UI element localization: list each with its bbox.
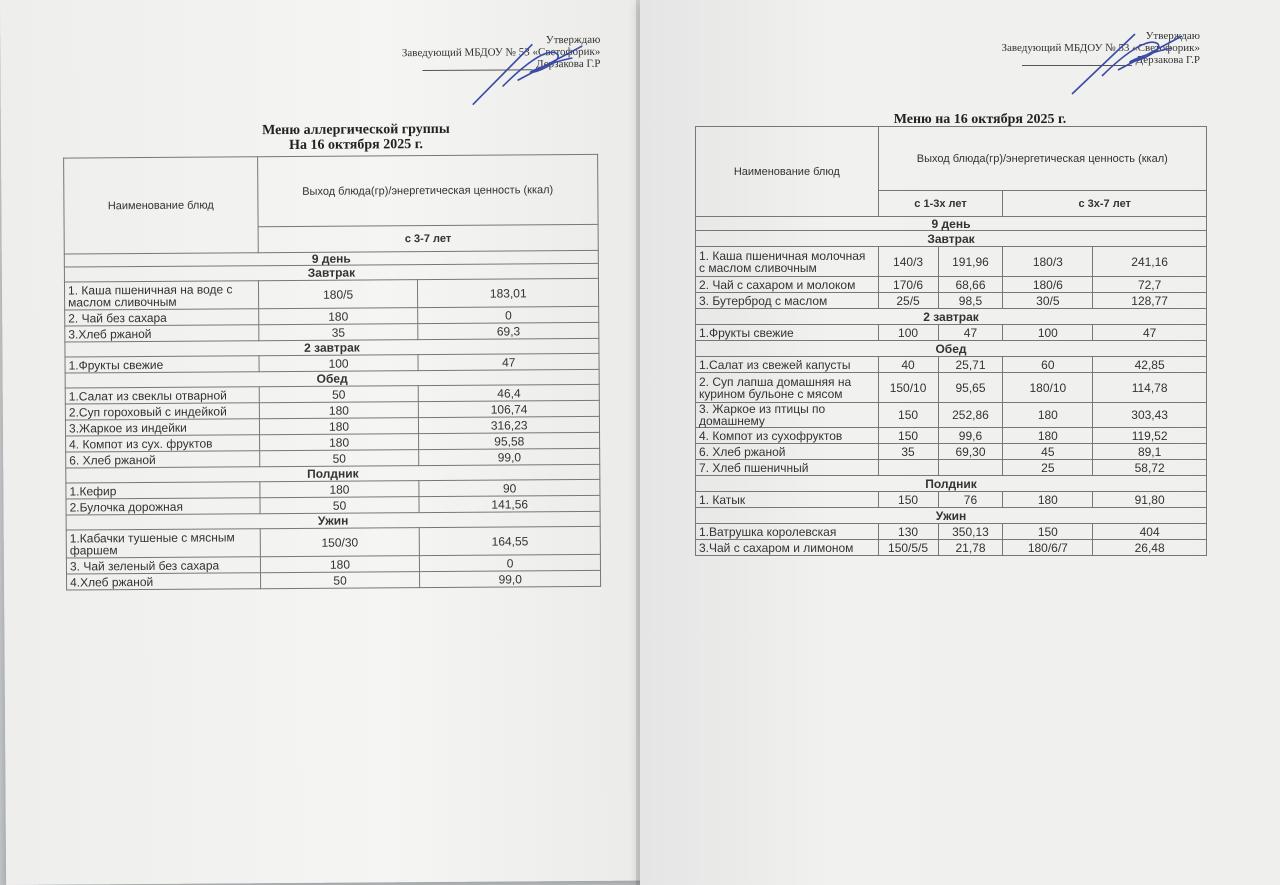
dish-kcal-1-3: 95,65: [938, 373, 1003, 403]
section-title: 2 завтрак: [696, 309, 1207, 325]
approve-label: Утверждаю: [545, 33, 601, 47]
approver-position: Заведующий МБДОУ № 53 «Светофорик»: [401, 45, 601, 60]
menu-row: [66, 526, 600, 558]
section-row: [696, 508, 1207, 524]
dish-yield-3-7: 180/6: [1003, 277, 1093, 293]
column-header-age: с 3-7 лет: [258, 224, 598, 252]
left-title: [61, 120, 646, 154]
dish-yield: 35: [258, 324, 418, 341]
dish-kcal: 106,74: [419, 400, 600, 417]
dish-kcal: 141,56: [419, 495, 600, 512]
dish-kcal-1-3: 191,96: [938, 247, 1003, 277]
column-header-yield: Выход блюда(гр)/энергетическая ценность (ккал): [257, 154, 598, 226]
dish-kcal-3-7: 89,1: [1093, 444, 1207, 460]
signature-scribble: [1060, 28, 1190, 98]
dish-name: 1.Салат из свеклы отварной: [65, 387, 259, 404]
dish-name: 3.Чай с сахаром и лимоном: [696, 540, 879, 556]
column-header-age-3-7: с 3х-7 лет: [1003, 191, 1207, 217]
dish-kcal-3-7: 119,52: [1093, 428, 1207, 444]
dish-name: 3. Жаркое из птицы по домашнему: [696, 403, 879, 428]
menu-row: [696, 357, 1207, 373]
dish-name: 2. Чай без сахара: [65, 309, 259, 326]
dish-yield-1-3: 100: [878, 325, 938, 341]
section-title: Полдник: [696, 476, 1207, 492]
dish-yield-1-3: 150/10: [878, 373, 938, 403]
dish-yield: 50: [260, 497, 420, 514]
dish-kcal: 69,3: [418, 322, 599, 339]
dish-yield: 180: [260, 481, 420, 498]
approve-label: Утверждаю: [1145, 30, 1200, 42]
dish-yield-3-7: 45: [1003, 444, 1093, 460]
menu-row: [696, 444, 1207, 460]
dish-yield: 180/5: [258, 280, 418, 309]
dish-kcal-1-3: 21,78: [938, 540, 1003, 556]
section-row: [696, 341, 1207, 357]
dish-yield-1-3: 170/6: [878, 277, 938, 293]
dish-yield-3-7: 150: [1003, 524, 1093, 540]
dish-name: 3.Хлеб ржаной: [65, 325, 259, 342]
dish-kcal-3-7: 303,43: [1093, 403, 1207, 428]
dish-yield: 50: [260, 572, 420, 589]
dish-yield: 100: [259, 355, 419, 372]
signature-scribble: [462, 36, 592, 107]
dish-name: 1.Салат из свежей капусты: [696, 357, 879, 373]
dish-kcal-1-3: 99,6: [938, 428, 1003, 444]
menu-row: [64, 278, 598, 310]
approver-position: Заведующий МБДОУ № 53 «Светофорик»: [1001, 42, 1200, 54]
menu-row: [696, 403, 1207, 428]
day-label: 9 день: [696, 217, 1207, 231]
dish-kcal-3-7: 114,78: [1093, 373, 1207, 403]
dish-name: 1.Кабачки тушеные с мясным фаршем: [66, 529, 260, 558]
dish-yield-1-3: 130: [878, 524, 938, 540]
dish-yield: 180: [258, 308, 418, 325]
dish-yield-1-3: 140/3: [878, 247, 938, 277]
dish-name: 1.Ватрушка королевская: [696, 524, 879, 540]
section-row: [696, 476, 1207, 492]
dish-kcal-1-3: 76: [938, 492, 1003, 508]
dish-kcal-1-3: 252,86: [938, 403, 1003, 428]
dish-kcal: 95,58: [419, 432, 600, 449]
dish-kcal-1-3: [938, 460, 1003, 476]
menu-row: [696, 325, 1207, 341]
dish-kcal: 316,23: [419, 416, 600, 433]
dish-name: 2. Чай с сахаром и молоком: [696, 277, 879, 293]
dish-name: 4. Компот из сух. фруктов: [66, 435, 260, 452]
dish-kcal-3-7: 72,7: [1093, 277, 1207, 293]
dish-kcal: 0: [418, 306, 599, 323]
dish-yield-1-3: 150: [878, 428, 938, 444]
menu-row: [696, 540, 1207, 556]
section-title: Полдник: [66, 464, 600, 483]
dish-kcal-1-3: 47: [938, 325, 1003, 341]
dish-name: 6. Хлеб ржаной: [66, 451, 260, 468]
dish-yield: 180: [260, 556, 420, 573]
section-title: Завтрак: [696, 231, 1207, 247]
dish-name: 3.Жаркое из индейки: [65, 419, 259, 436]
dish-name: 1. Каша пшеничная на воде с маслом сливочным: [64, 281, 258, 310]
dish-kcal-3-7: 404: [1093, 524, 1207, 540]
dish-kcal-1-3: 350,13: [938, 524, 1003, 540]
dish-yield-1-3: 35: [878, 444, 938, 460]
dish-yield-1-3: 40: [878, 357, 938, 373]
dish-yield: 50: [259, 450, 419, 467]
dish-yield-3-7: 25: [1003, 460, 1093, 476]
dish-kcal-1-3: 98,5: [938, 293, 1003, 309]
approver-name: Дерзакова Г.Р: [1135, 54, 1200, 66]
dish-name: 2.Булочка дорожная: [66, 498, 260, 515]
left-menu-body: [64, 263, 600, 590]
right-title: Меню на 16 октября 2025 г.: [893, 112, 1067, 127]
dish-yield: 180: [259, 434, 419, 451]
dish-name: 1. Каша пшеничная молочная с маслом сливочным: [696, 247, 879, 277]
dish-name: 2.Суп гороховый с индейкой: [65, 403, 259, 420]
section-title: Ужин: [66, 511, 600, 530]
dish-name: 2. Суп лапша домашняя на курином бульоне с мясом: [696, 373, 879, 403]
dish-kcal: 0: [420, 554, 601, 571]
dish-kcal-3-7: 42,85: [1093, 357, 1207, 373]
dish-yield-3-7: 180/3: [1003, 247, 1093, 277]
dish-yield-3-7: 180: [1003, 403, 1093, 428]
dish-name: 1.Кефир: [66, 482, 260, 499]
dish-name: 6. Хлеб ржаной: [696, 444, 879, 460]
dish-name: 3. Бутерброд с маслом: [696, 293, 879, 309]
menu-row: [696, 524, 1207, 540]
menu-row: [696, 460, 1207, 476]
section-title: Обед: [65, 369, 599, 388]
dish-kcal-1-3: 69,30: [938, 444, 1003, 460]
dish-yield: 180: [259, 402, 419, 419]
dish-yield-1-3: [878, 460, 938, 476]
menu-row: [67, 570, 601, 590]
dish-yield-3-7: 60: [1003, 357, 1093, 373]
right-menu-sheet: [640, 0, 1280, 885]
dish-yield: 150/30: [260, 528, 420, 557]
dish-kcal-3-7: 128,77: [1093, 293, 1207, 309]
dish-yield-3-7: 30/5: [1003, 293, 1093, 309]
dish-kcal: 47: [418, 353, 599, 370]
dish-yield-3-7: 180/6/7: [1003, 540, 1093, 556]
section-title: 2 завтрак: [65, 338, 599, 357]
dish-kcal: 99,0: [420, 570, 601, 587]
dish-yield-3-7: 180: [1003, 428, 1093, 444]
column-header-age-1-3: с 1-3х лет: [878, 191, 1003, 217]
menu-row: [696, 373, 1207, 403]
dish-kcal: 46,4: [419, 384, 600, 401]
menu-row: [696, 492, 1207, 508]
dish-yield-1-3: 150: [878, 492, 938, 508]
dish-name: 4. Компот из сухофруктов: [696, 428, 879, 444]
menu-row: [696, 293, 1207, 309]
dish-yield-3-7: 180/10: [1003, 373, 1093, 403]
right-menu-body: [696, 231, 1207, 556]
dish-kcal: 99,0: [419, 448, 600, 465]
dish-name: 1. Катык: [696, 492, 879, 508]
column-header-dish: Наименование блюд: [696, 127, 879, 217]
dish-kcal-1-3: 68,66: [938, 277, 1003, 293]
left-title-line1: Меню аллергической группы: [261, 121, 450, 139]
dish-yield: 50: [259, 386, 419, 403]
dish-kcal-3-7: 91,80: [1093, 492, 1207, 508]
column-header-yield: Выход блюда(гр)/энергетическая ценность (ккал): [878, 127, 1206, 191]
dish-kcal-3-7: 58,72: [1093, 460, 1207, 476]
dish-name: 3. Чай зеленый без сахара: [66, 557, 260, 574]
section-row: [696, 231, 1207, 247]
menu-row: [696, 277, 1207, 293]
section-title: Ужин: [696, 508, 1207, 524]
dish-kcal-3-7: 241,16: [1093, 247, 1207, 277]
dish-yield-1-3: 150: [878, 403, 938, 428]
menu-row: [696, 428, 1207, 444]
dish-yield-3-7: 180: [1003, 492, 1093, 508]
left-title-line2: На 16 октября 2025 г.: [289, 137, 424, 153]
left-menu-table: [63, 154, 601, 591]
dish-yield-3-7: 100: [1003, 325, 1093, 341]
dish-kcal: 164,55: [420, 526, 601, 555]
approver-name: Дерзакова Г.Р: [536, 57, 601, 71]
menu-row: [696, 247, 1207, 277]
day-label: 9 день: [64, 250, 598, 267]
dish-yield-1-3: 150/5/5: [878, 540, 938, 556]
section-title: Завтрак: [64, 263, 598, 282]
dish-kcal: 90: [419, 479, 600, 496]
dish-name: 1.Фрукты свежие: [696, 325, 879, 341]
section-row: [696, 309, 1207, 325]
column-header-dish: Наименование блюд: [64, 157, 258, 254]
dish-name: 4.Хлеб ржаной: [67, 573, 261, 590]
dish-kcal: 183,01: [418, 278, 599, 307]
dish-yield: 180: [259, 418, 419, 435]
right-menu-table: [695, 126, 1207, 556]
section-title: Обед: [696, 341, 1207, 357]
dish-yield-1-3: 25/5: [878, 293, 938, 309]
dish-kcal-1-3: 25,71: [938, 357, 1003, 373]
dish-kcal-3-7: 47: [1093, 325, 1207, 341]
dish-name: 1.Фрукты свежие: [65, 356, 259, 373]
dish-name: 7. Хлеб пшеничный: [696, 460, 879, 476]
dish-kcal-3-7: 26,48: [1093, 540, 1207, 556]
